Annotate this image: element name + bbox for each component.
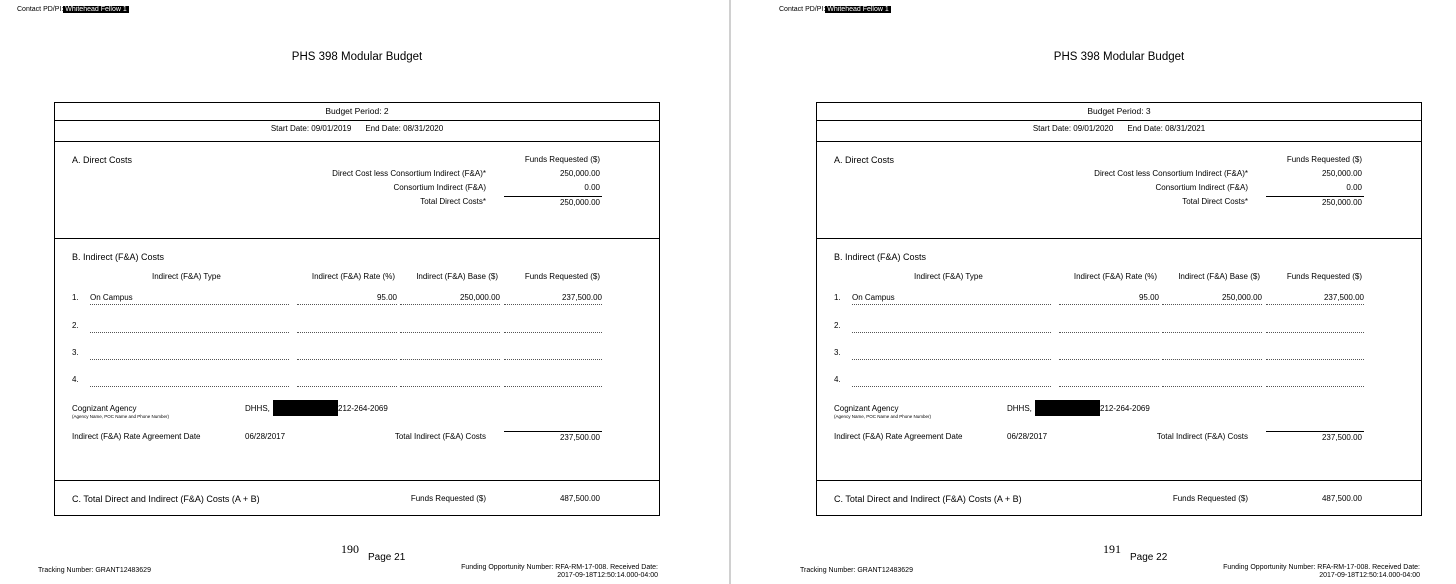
col-indirect-base: Indirect (F&A) Base ($) — [1178, 272, 1260, 281]
col-indirect-type: Indirect (F&A) Type — [914, 272, 983, 281]
indirect-row-number: 1. — [72, 293, 79, 302]
budget-table — [816, 102, 1422, 516]
indirect-funds-line — [1266, 332, 1364, 333]
indirect-rate-line — [297, 359, 397, 360]
direct-total-rule — [1266, 196, 1364, 197]
indirect-funds-line — [504, 386, 602, 387]
direct-row-value: 0.00 — [584, 183, 600, 192]
indirect-funds-line — [504, 304, 602, 305]
direct-row-value: 0.00 — [1346, 183, 1362, 192]
indirect-type-line — [852, 359, 1051, 360]
indirect-base-line — [1162, 359, 1262, 360]
direct-row-label: Total Direct Costs* — [420, 197, 486, 206]
cognizant-agency-sublabel: (Agency Name, POC Name and Phone Number) — [72, 414, 170, 419]
contact-name: Whitehead Fellow 1 — [827, 6, 889, 13]
total-costs-value: 487,500.00 — [559, 494, 600, 503]
form-title: PHS 398 Modular Budget — [1053, 51, 1185, 63]
page-label: Page 21 — [368, 552, 406, 563]
funding-opportunity — [1223, 564, 1420, 581]
indirect-total-rule — [1266, 431, 1364, 432]
cognizant-agency-phone: 212-264-2069 — [338, 404, 388, 413]
rate-agreement-date-label: Indirect (F&A) Rate Agreement Date — [834, 432, 963, 441]
form-title: PHS 398 Modular Budget — [291, 51, 423, 63]
total-indirect-label: Total Indirect (F&A) Costs — [1156, 432, 1248, 441]
received-date: 2017-09-18T12:50:14.000-04:00 — [557, 572, 658, 580]
direct-total-value: 250,000.00 — [1321, 198, 1362, 207]
total-indirect-value: 237,500.00 — [559, 433, 600, 442]
indirect-base-line — [1162, 304, 1262, 305]
col-indirect-rate: Indirect (F&A) Rate (%) — [1073, 272, 1157, 281]
period-dates — [817, 124, 1421, 133]
indirect-row-base: 250,000.00 — [459, 293, 500, 302]
total-costs-label: C. Total Direct and Indirect (F&A) Costs (A + B) — [834, 494, 1022, 504]
total-indirect-value: 237,500.00 — [1321, 433, 1362, 442]
cognizant-agency-label: Cognizant Agency — [834, 404, 899, 413]
total-costs-label: C. Total Direct and Indirect (F&A) Costs (A + B) — [72, 494, 260, 504]
indirect-funds-line — [504, 332, 602, 333]
direct-funds-header: Funds Requested ($) — [1286, 155, 1362, 164]
indirect-row-rate: 95.00 — [1138, 293, 1159, 302]
received-date: 2017-09-18T12:50:14.000-04:00 — [1319, 572, 1420, 580]
contact-label: Contact PD/PI: — [779, 6, 826, 13]
cognizant-agency-sublabel: (Agency Name, POC Name and Phone Number) — [834, 414, 932, 419]
total-funds-label: Funds Requested ($) — [410, 494, 486, 503]
direct-row-label: Consortium Indirect (F&A) — [1155, 183, 1248, 192]
page-stamp-number: 190 — [341, 542, 359, 556]
end-date: End Date: 08/31/2020 — [365, 124, 444, 133]
rate-agreement-date: 06/28/2017 — [1007, 432, 1048, 441]
indirect-type-line — [852, 332, 1051, 333]
col-indirect-base: Indirect (F&A) Base ($) — [416, 272, 498, 281]
start-date: Start Date: 09/01/2019 — [270, 124, 352, 133]
funding-line: Funding Opportunity Number: RFA-RM-17-008. Received Date: — [461, 564, 658, 571]
direct-total-rule — [504, 196, 602, 197]
page-stamp-number: 191 — [1103, 542, 1121, 556]
total-costs-value: 487,500.00 — [1321, 494, 1362, 503]
total-indirect-label: Total Indirect (F&A) Costs — [394, 432, 486, 441]
direct-row-label: Consortium Indirect (F&A) — [393, 183, 486, 192]
contact-pd-pi — [779, 6, 891, 13]
indirect-rate-line — [1059, 332, 1159, 333]
indirect-funds-line — [504, 359, 602, 360]
indirect-base-line — [400, 304, 500, 305]
direct-row-value: 250,000.00 — [1321, 169, 1362, 178]
indirect-type-line — [852, 304, 1051, 305]
budget-period: Budget Period: 2 — [325, 106, 389, 116]
indirect-base-line — [400, 386, 500, 387]
direct-row-label: Direct Cost less Consortium Indirect (F&A)* — [1094, 169, 1248, 178]
indirect-row-type: On Campus — [90, 293, 133, 302]
end-date: End Date: 08/31/2021 — [1127, 124, 1206, 133]
tracking-number: Tracking Number: GRANT12483629 — [800, 567, 913, 574]
indirect-base-line — [1162, 332, 1262, 333]
direct-row-value: 250,000.00 — [559, 169, 600, 178]
budget-table — [54, 102, 660, 516]
indirect-row-number: 3. — [834, 348, 841, 357]
funding-opportunity — [461, 564, 658, 581]
direct-costs-heading: A. Direct Costs — [834, 155, 895, 165]
indirect-funds-line — [1266, 386, 1364, 387]
indirect-rate-line — [1059, 386, 1159, 387]
indirect-rate-line — [1059, 359, 1159, 360]
indirect-base-line — [400, 359, 500, 360]
indirect-type-line — [90, 332, 289, 333]
indirect-total-rule — [504, 431, 602, 432]
indirect-rate-line — [1059, 304, 1159, 305]
direct-total-value: 250,000.00 — [559, 198, 600, 207]
document-page-right — [762, 0, 1456, 584]
indirect-row-funds: 237,500.00 — [1323, 293, 1364, 302]
indirect-row-number: 4. — [72, 375, 79, 384]
indirect-row-number: 3. — [72, 348, 79, 357]
col-indirect-funds: Funds Requested ($) — [524, 272, 600, 281]
contact-pd-pi — [17, 6, 129, 13]
total-funds-label: Funds Requested ($) — [1172, 494, 1248, 503]
indirect-row-number: 2. — [72, 321, 79, 330]
cognizant-agency-name: DHHS, — [1007, 404, 1032, 413]
indirect-row-type: On Campus — [852, 293, 895, 302]
indirect-row-number: 4. — [834, 375, 841, 384]
funding-line: Funding Opportunity Number: RFA-RM-17-008. Received Date: — [1223, 564, 1420, 571]
indirect-costs-heading: B. Indirect (F&A) Costs — [834, 252, 927, 262]
indirect-funds-line — [1266, 359, 1364, 360]
indirect-row-rate: 95.00 — [376, 293, 397, 302]
indirect-type-line — [852, 386, 1051, 387]
period-dates — [55, 124, 659, 133]
indirect-base-line — [400, 332, 500, 333]
contact-name: Whitehead Fellow 1 — [65, 6, 127, 13]
budget-period: Budget Period: 3 — [1087, 106, 1151, 116]
direct-funds-header: Funds Requested ($) — [524, 155, 600, 164]
redacted-contact-block — [273, 400, 338, 416]
rate-agreement-date-label: Indirect (F&A) Rate Agreement Date — [72, 432, 201, 441]
rate-agreement-date: 06/28/2017 — [245, 432, 286, 441]
cognizant-agency-label: Cognizant Agency — [72, 404, 137, 413]
indirect-costs-heading: B. Indirect (F&A) Costs — [72, 252, 165, 262]
page-divider — [729, 0, 731, 584]
tracking-number: Tracking Number: GRANT12483629 — [38, 567, 151, 574]
direct-row-label: Total Direct Costs* — [1182, 197, 1248, 206]
indirect-rate-line — [297, 304, 397, 305]
indirect-funds-line — [1266, 304, 1364, 305]
col-indirect-rate: Indirect (F&A) Rate (%) — [311, 272, 395, 281]
indirect-row-number: 1. — [834, 293, 841, 302]
indirect-rate-line — [297, 332, 397, 333]
indirect-rate-line — [297, 386, 397, 387]
col-indirect-type: Indirect (F&A) Type — [152, 272, 221, 281]
indirect-base-line — [1162, 386, 1262, 387]
indirect-row-number: 2. — [834, 321, 841, 330]
col-indirect-funds: Funds Requested ($) — [1286, 272, 1362, 281]
redacted-contact-block — [1035, 400, 1100, 416]
direct-costs-heading: A. Direct Costs — [72, 155, 133, 165]
page-label: Page 22 — [1130, 552, 1168, 563]
indirect-type-line — [90, 359, 289, 360]
direct-row-label: Direct Cost less Consortium Indirect (F&A)* — [332, 169, 486, 178]
cognizant-agency-phone: 212-264-2069 — [1100, 404, 1150, 413]
indirect-row-base: 250,000.00 — [1221, 293, 1262, 302]
indirect-type-line — [90, 304, 289, 305]
start-date: Start Date: 09/01/2020 — [1032, 124, 1114, 133]
cognizant-agency-name: DHHS, — [245, 404, 270, 413]
indirect-type-line — [90, 386, 289, 387]
indirect-row-funds: 237,500.00 — [561, 293, 602, 302]
contact-label: Contact PD/PI: — [17, 6, 64, 13]
